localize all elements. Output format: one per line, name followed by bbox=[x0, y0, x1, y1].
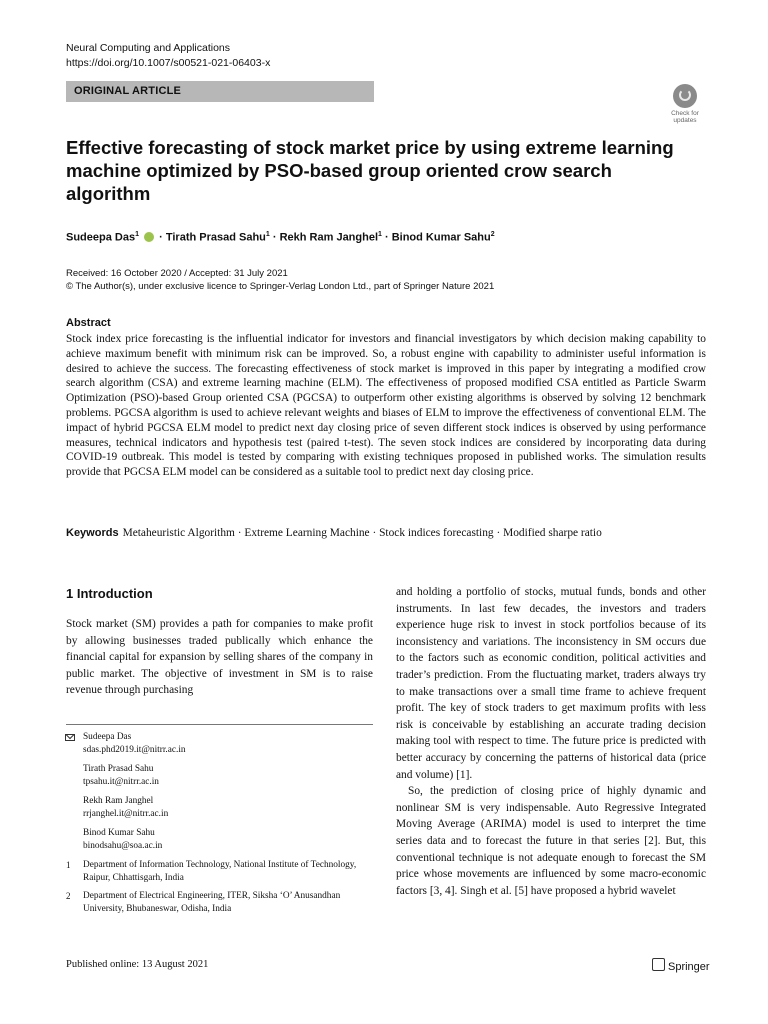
publisher-name: Springer bbox=[668, 961, 710, 973]
contact-name: Tirath Prasad Sahu bbox=[83, 764, 154, 774]
keywords-list: Metaheuristic Algorithm · Extreme Learning Machine · Stock indices forecasting · Modified sharpe ratio bbox=[122, 527, 602, 539]
affiliation-text: Department of Electrical Engineering, ITER, Siksha ‘O’ Anusandhan University, Bhubaneswar, Odisha, India bbox=[83, 891, 341, 914]
keywords bbox=[66, 527, 706, 539]
article-type-label: ORIGINAL ARTICLE bbox=[74, 85, 182, 97]
author-name: Binod Kumar Sahu bbox=[391, 231, 491, 244]
envelope-icon bbox=[65, 734, 75, 741]
intro-paragraph: So, the prediction of closing price of highly dynamic and nonlinear SM is very indispensable. Auto Regressive Integrated Moving Average (ARIMA) model is used to interpret the time series data and to forecast the future in that series [2]. But, this conventional technique is not adequate enough to forecast the SM price whose movements are influenced by some macro-economic factors [3, 4]. Singh et al. [5] have proposed a hybrid wavelet bbox=[396, 785, 706, 897]
paper-title: Effective forecasting of stock market price by using extreme learning machine optimized by PSO-based group oriented crow search algorithm bbox=[66, 137, 674, 204]
check-updates-label: Check for updates bbox=[671, 110, 699, 124]
contact-email[interactable]: sdas.phd2019.it@nitrr.ac.in bbox=[83, 744, 186, 755]
author-separator: · bbox=[269, 231, 280, 244]
affiliation bbox=[66, 890, 373, 915]
affiliation-text: Department of Information Technology, National Institute of Technology, Raipur, Chhattisgarh, India bbox=[83, 860, 357, 883]
affiliation-number: 2 bbox=[66, 891, 71, 901]
author-separator: · bbox=[156, 231, 166, 244]
author-name: Sudeepa Das bbox=[66, 231, 136, 244]
author-name: Rekh Ram Janghel bbox=[279, 231, 379, 244]
abstract-text: Stock index price forecasting is the influential indicator for investors and financial investigators by which decision making capability to achieve maximum benefit with minimum risk can be improved. So, a robust engine with capability to administer useful information is desired to achieve the success. The forecasting effectiveness of stock market is improved in this paper by integrating a modified crow search algorithm (CSA) and extreme learning machine (ELM). The effectiveness of proposed modified CSA entitled as Particle Swarm Optimization (PSO)-based Group oriented CSA (PGCSA) to outperform other existing algorithms is observed by solving 12 benchmark problems. PGCSA algorithm is used to achieve relevant weights and biases of ELM to improve the effectiveness of conventional ELM. The impact of hybrid PGCSA ELM model to predict next day closing price of seven different stock indices is observed by using performance measures, technical indicators and hypothesis test (paired t-test). The seven stock indices are considered by incorporating data during COVID-19 outbreak. This model is tested by comparing with existing techniques proposed in published works. The simulation results provide that PGCSA ELM model can be considered as a suitable tool to predict next day closing price. bbox=[66, 333, 706, 479]
author-name: Tirath Prasad Sahu bbox=[165, 231, 266, 244]
affiliation-number: 1 bbox=[66, 860, 71, 870]
author-list bbox=[66, 231, 495, 244]
author-affiliation-mark: 2 bbox=[490, 231, 495, 238]
update-icon bbox=[673, 84, 697, 108]
intro-column-right bbox=[396, 584, 706, 899]
article-type-banner bbox=[66, 81, 374, 102]
author-contact bbox=[66, 795, 373, 820]
orcid-icon[interactable] bbox=[144, 232, 154, 242]
publisher-logo bbox=[652, 958, 710, 973]
contact-email[interactable]: binodsahu@soa.ac.in bbox=[83, 840, 163, 851]
contact-name: Rekh Ram Janghel bbox=[83, 796, 154, 806]
intro-paragraph: and holding a portfolio of stocks, mutual funds, bonds and other instruments. In last few decades, the investors and traders experience huge risk to invest in stock portfolios because of its inconsistency and variations. The inconsistency in SM occurs due to the factors such as economic condition, political activities and trader’s prediction. From the fluctuating market, traders always try to make transactions over a small time frame to achieve frequent profit. The key of stock traders to get maximum profits with less risk is conceivable by establishing an accurate trading decision making tool with respect to time. The future price is predicted with better accuracy by concerning the patterns of historical data (price and volume) [1]. bbox=[396, 586, 706, 781]
footnote-divider bbox=[66, 724, 373, 725]
author-footnotes bbox=[66, 731, 373, 915]
contact-name: Sudeepa Das bbox=[83, 732, 132, 742]
abstract-heading: Abstract bbox=[66, 317, 111, 329]
author-affiliation-mark: 1 bbox=[265, 231, 270, 238]
contact-email[interactable]: tpsahu.it@nitrr.ac.in bbox=[83, 776, 159, 787]
contact-name: Binod Kumar Sahu bbox=[83, 828, 155, 838]
author-separator: · bbox=[381, 231, 392, 244]
springer-horse-icon bbox=[652, 958, 665, 971]
copyright-notice: © The Author(s), under exclusive licence to Springer-Verlag London Ltd., part of Springer Nature 2021 bbox=[66, 281, 495, 292]
intro-column-left: Stock market (SM) provides a path for companies to make profit by allowing businesses traded publically which enhance the financial capital for expansion by selling shares of the company in public market. The objective of investment in SM is to raise revenue through purchasing bbox=[66, 618, 373, 697]
contact-email[interactable]: rrjanghel.it@nitrr.ac.in bbox=[83, 808, 169, 819]
author-contact bbox=[66, 827, 373, 852]
author-affiliation-mark: 1 bbox=[378, 231, 382, 238]
doi-link[interactable]: https://doi.org/10.1007/s00521-021-06403-x bbox=[66, 57, 271, 69]
check-for-updates-badge[interactable] bbox=[664, 84, 706, 124]
received-accepted-dates: Received: 16 October 2020 / Accepted: 31 July 2021 bbox=[66, 268, 288, 279]
section-heading-introduction: 1 Introduction bbox=[66, 586, 153, 601]
journal-name: Neural Computing and Applications bbox=[66, 42, 231, 54]
affiliation bbox=[66, 859, 373, 884]
author-contact bbox=[66, 763, 373, 788]
keywords-label: Keywords bbox=[66, 527, 119, 539]
published-date: Published online: 13 August 2021 bbox=[66, 959, 209, 970]
author-affiliation-mark: 1 bbox=[135, 231, 139, 238]
corresponding-author bbox=[66, 731, 373, 756]
